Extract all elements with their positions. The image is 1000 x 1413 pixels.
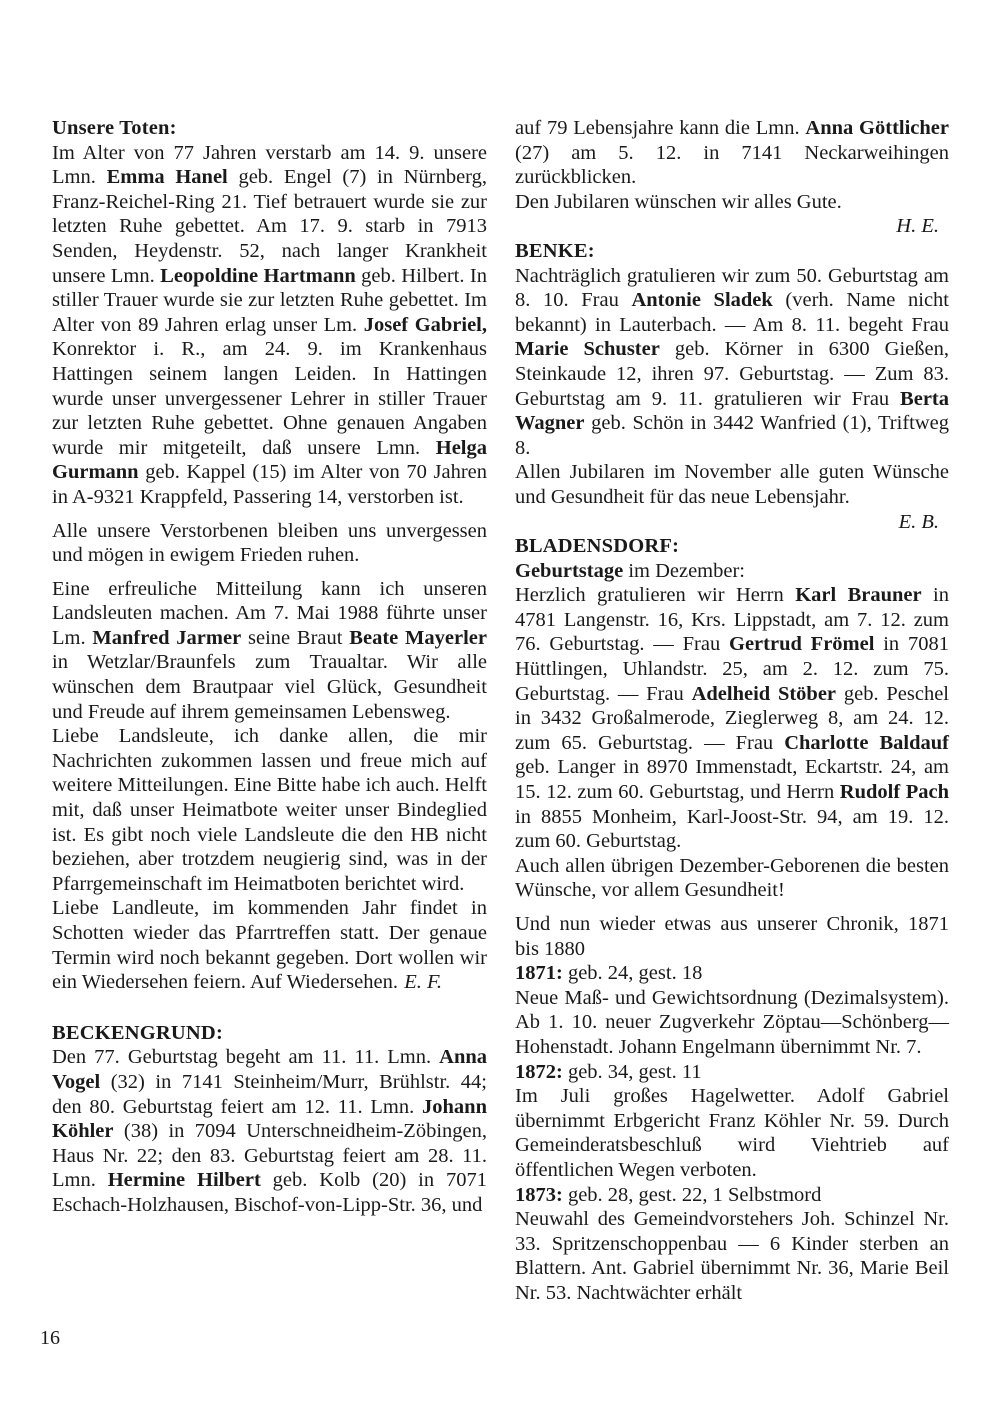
text: in 8855 Monheim, Karl-Joost-Str. 94, am 19. 12. zum 60. Geburtstag. [515,805,949,853]
person-name: Emma Hanel [106,166,228,189]
text: geb. Hilbert. In stiller Trauer wurde sie zur letzten Ruhe gebettet. Im Alter von 89 Jahren erlag unser Lm. [52,264,487,336]
text: geb. 24, gest. 18 [562,962,703,985]
paragraph-bladensdorf [515,583,949,854]
person-name: Antonie Sladek [631,289,773,312]
paragraph-chronik-intro: Und nun wieder etwas aus unserer Chronik, 1871 bis 1880 [515,913,949,960]
text: geb. Schön in 3442 Wanfried (1), Triftweg 8. [515,412,949,459]
text: im Dezember: [623,559,745,582]
text: Eine erfreuliche Mitteilung kann ich unseren Landsleuten machen. Am 7. Mai 1988 führte unser Lm. [52,577,487,649]
signature: E. B. [898,510,939,533]
chronik-text-1871: Neue Maß- und Gewichtsordnung (Dezimalsystem). Ab 1. 10. neuer Zugverkehr Zöptau—Schönberg—Hohenstadt. Johann Engelmann übernimmt Nr. 7. [515,986,949,1058]
paragraph-landsleute-1: Liebe Landsleute, ich danke allen, die mir Nachrichten zukommen lassen und freue mich auf weitere Mitteilungen. Eine Bitte habe ich auch. Helft mit, daß unser Heimatbote weiter unser Bindeglied ist. Es gibt noch viele Landsleute die den HB nicht beziehen, aber trotzdem neugierig sind, was in der Pfarrgemeinschaft im Heimatboten berichtet wird. [52,725,487,895]
section-heading-unsere-toten: Unsere Toten: [52,117,177,139]
text: geb. Kappel (15) im Alter von 70 Jahren in A-9321 Krappfeld, Passering 14, verstorben ist. [52,461,487,508]
text: seine Braut [241,626,350,649]
right-column [515,116,949,1306]
section-heading-bladensdorf: BLADENSDORF: [515,535,680,558]
signature: E. F. [404,971,442,994]
person-name: Josef Gabriel, [363,313,488,336]
person-name: Berta Wagner [515,387,949,435]
label: Geburtstage [515,559,624,582]
paragraph-beckengrund [52,1045,487,1217]
text: in Wetzlar/Braunfels zum Traualtar. Wir alle wünschen dem Brautpaar viel Glück, Gesundheit und Freude auf ihrem gemeinsamen Lebensweg. [52,651,487,723]
signature: H. E. [896,215,939,238]
person-name: Manfred Jarmer [92,626,242,649]
person-name: Beate Mayerler [349,626,488,649]
person-name: Gertrud Frömel [729,633,875,656]
text: in 7081 Hüttlingen, Uhlandstr. 25, am 2. 12. zum 75. Geburtstag. — Frau [515,633,949,705]
paragraph-landsleute-2 [52,896,487,994]
person-name: Adelheid Stöber [691,682,837,705]
text: Herzlich gratulieren wir Herrn [515,584,796,607]
text: Im Alter von 77 Jahren verstarb am 14. 9. unsere Lmn. [52,141,487,189]
paragraph-verstorbene: Alle unsere Verstorbenen bleiben uns unvergessen und mögen in ewigem Frieden ruhen. [52,519,487,567]
person-name: Charlotte Baldauf [784,731,949,754]
chronik-text-1872: Im Juli großes Hagelwetter. Adolf Gabriel übernimmt Erbgericht Franz Köhler Nr. 59. Durch Gemeinderatsbeschluß wird Viehtrieb auf öffentlichen Wegen verboten. [515,1085,949,1181]
text: geb. Körner in 6300 Gießen, Steinkaude 12, ihren 97. Geburtstag. — Zum 83. Geburtstag am 9. 11. gratulieren wir Frau [515,338,949,410]
text: geb. Langer in 8970 Immenstadt, Eckartstr. 24, am 15. 12. zum 60. Geburtstag, und Herrn [515,756,949,804]
person-name: Anna Göttlicher [805,117,949,139]
text: Konrektor i. R., am 24. 9. im Krankenhaus Hattingen seinem langen Leiden. In Hattingen wurde unser unvergessener Lehrer in stiller Trauer zur letzten Ruhe gebettet. Ohne genauen Angaben wurde mir mitgeteilt, daß unsere Lmn. [52,338,487,459]
paragraph-benke [515,264,949,461]
text: in 4781 Langenstr. 16, Krs. Lippstadt, am 7. 12. zum 76. Geburtstag. — Frau [515,584,949,656]
person-name: Anna Vogel [52,1046,487,1093]
person-name: Rudolf Pach [839,781,949,804]
text: (32) in 7141 Steinheim/Murr, Brühlstr. 44; den 80. Geburtstag feiert am 12. 11. Lmn. [52,1070,487,1118]
person-name: Johann Köhler [52,1095,487,1143]
text: geb. 28, gest. 22, 1 Selbstmord [562,1183,822,1206]
text: Nachträglich gratulieren wir zum 50. Geburtstag am 8. 10. Frau [515,264,949,312]
person-name: Leopoldine Hartmann [160,264,356,287]
text: (27) am 5. 12. in 7141 Neckarweihingen zurückblicken. [515,141,949,189]
paragraph-bladensdorf-wishes: Auch allen übrigen Dezember-Geborenen die besten Wünsche, vor allem Gesundheit! [515,854,949,902]
person-name: Marie Schuster [515,338,660,361]
year-label: 1872: [515,1060,563,1083]
text: auf 79 Lebensjahre kann die Lmn. [515,117,806,139]
year-label: 1873: [515,1183,563,1206]
subheading-geburtstage [515,559,949,584]
paragraph-mitteilung [52,577,487,725]
chronik-year-1872 [515,1060,949,1085]
text: geb. Kolb (20) in 7071 Eschach-Holzhausen, Bischof-von-Lipp-Str. 36, und [52,1169,488,1216]
text: geb. 34, gest. 11 [562,1060,702,1083]
chronik-text-1873: Neuwahl des Gemeindvorstehers Joh. Schinzel Nr. 33. Spritzenschoppenbau — 6 Kinder sterben an Blattern. Ant. Gabriel übernimmt Nr. 36, Marie Beil Nr. 53. Nachtwächter erhält [515,1208,949,1304]
year-label: 1871: [515,962,563,985]
paragraph-continuation [515,116,949,190]
text: (verh. Name nicht bekannt) in Lauterbach. — Am 8. 11. begeht Frau [515,289,949,336]
chronik-year-1873 [515,1183,949,1208]
paragraph-jubilare: Den Jubilaren wünschen wir alles Gute. [515,190,842,213]
text: Den 77. Geburtstag begeht am 11. 11. Lmn. [52,1046,440,1069]
section-heading-beckengrund: BECKENGRUND: [52,1021,223,1044]
page-number: 16 [40,1327,60,1349]
person-name: Helga Gurmann [52,436,487,484]
paragraph-toten [52,141,487,510]
section-heading-benke: BENKE: [515,239,595,262]
left-column [52,116,487,1218]
paragraph-benke-wishes: Allen Jubilaren im November alle guten Wünsche und Gesundheit für das neue Lebensjahr. [515,461,949,508]
person-name: Hermine Hilbert [107,1169,261,1192]
text: geb. Engel (7) in Nürnberg, Franz-Reichel-Ring 21. Tief betrauert wurde sie zur letzten Ruhe gebettet. Am 17. 9. starb in 7913 Senden, Heydenstr. 52, nach langer Krankheit unsere Lmn. [52,166,488,287]
text: geb. Peschel in 3432 Großalmerode, Zieglerweg 8, am 24. 12. zum 65. Geburtstag. — Frau [515,682,949,754]
chronik-year-1871 [515,961,949,986]
person-name: Karl Brauner [795,584,922,607]
text: (38) in 7094 Unterschneidheim-Zöbingen, Haus Nr. 22; den 83. Geburtstag feiert am 28. 11. Lmn. [52,1120,487,1192]
text: Liebe Landleute, im kommenden Jahr findet in Schotten wieder das Pfarrtreffen statt. Der genaue Termin wird noch bekannt gegeben. Dort wollen wir ein Wiedersehen feiern. Auf Wiedersehen. [52,897,487,994]
